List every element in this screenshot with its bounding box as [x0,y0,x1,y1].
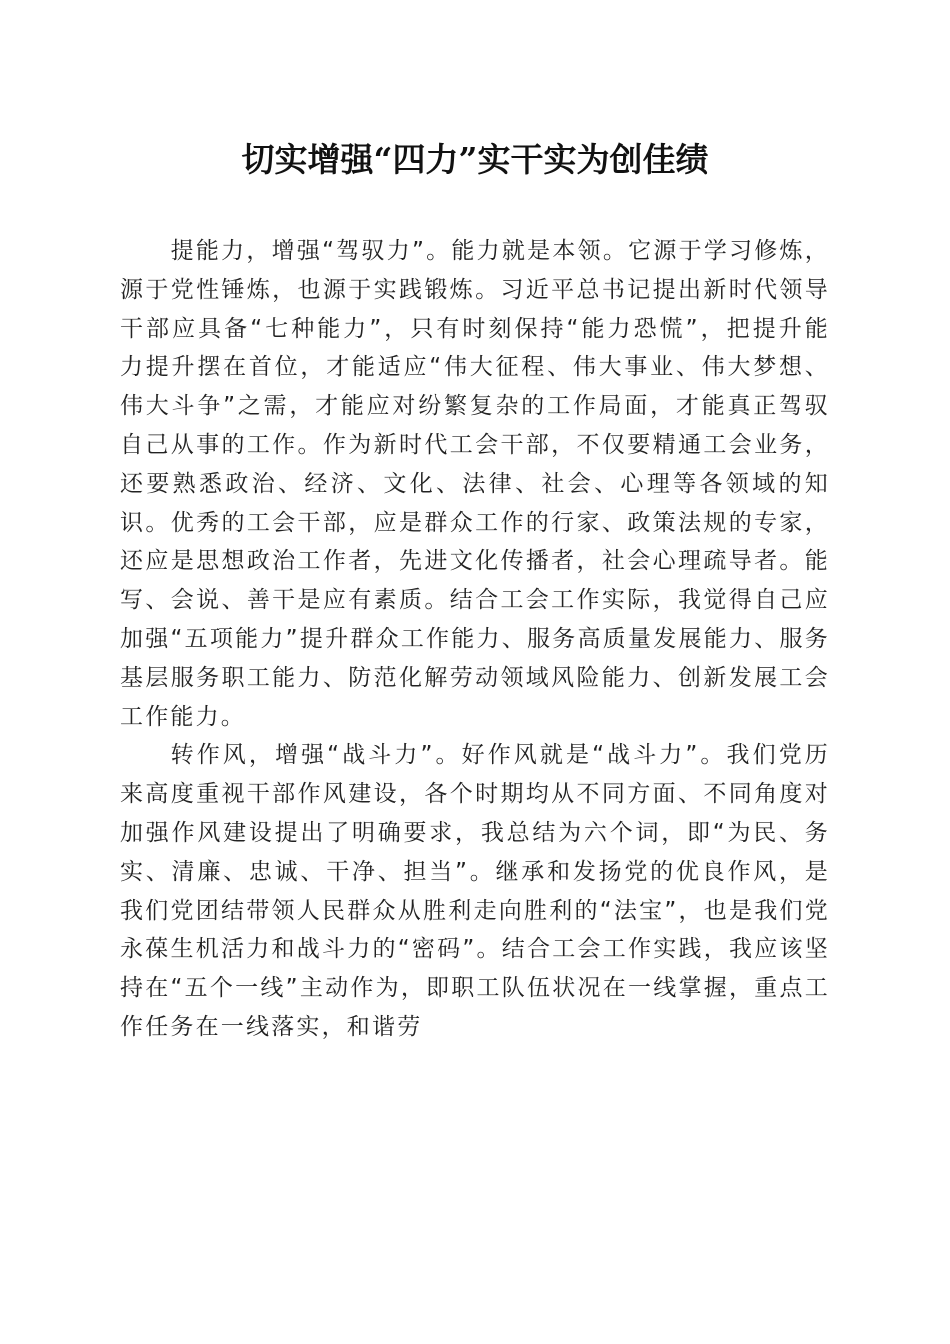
paragraph-ability: 提能力，增强“驾驭力”。能力就是本领。它源于学习修炼，源于党性锤炼，也源于实践锻炼。习近平总书记提出新时代领导干部应具备“七种能力”，只有时刻保持“能力恐慌”，把提升能力提升摆在首位，才能适应“伟大征程、伟大事业、伟大梦想、伟大斗争”之需，才能应对纷繁复杂的工作局面，才能真正驾驭自己从事的工作。作为新时代工会干部，不仅要精通工会业务，还要熟悉政治、经济、文化、法律、社会、心理等各领域的知识。优秀的工会干部，应是群众工作的行家、政策法规的专家，还应是思想政治工作者，先进文化传播者，社会心理疏导者。能写、会说、善干是应有素质。结合工会工作实际，我觉得自己应加强“五项能力”提升群众工作能力、服务高质量发展能力、服务基层服务职工能力、防范化解劳动领域风险能力、创新发展工会工作能力。 [120,238,830,730]
document-title: 切实增强“四力”实干实为创佳绩 [241,140,709,179]
paragraph-style: 转作风，增强“战斗力”。好作风就是“战斗力”。我们党历来高度重视干部作风建设，各个时期均从不同方面、不同角度对加强作风建设提出了明确要求，我总结为六个词，即“为民、务实、清廉、忠诚、干净、担当”。继承和发扬党的优良作风，是我们党团结带领人民群众从胜利走向胜利的“法宝”，也是我们党永葆生机活力和战斗力的“密码”。结合工会工作实践，我应该坚持在“五个一线”主动作为，即职工队伍状况在一线掌握，重点工作任务在一线落实，和谐劳 [120,742,830,1040]
document-body [120,232,830,1047]
